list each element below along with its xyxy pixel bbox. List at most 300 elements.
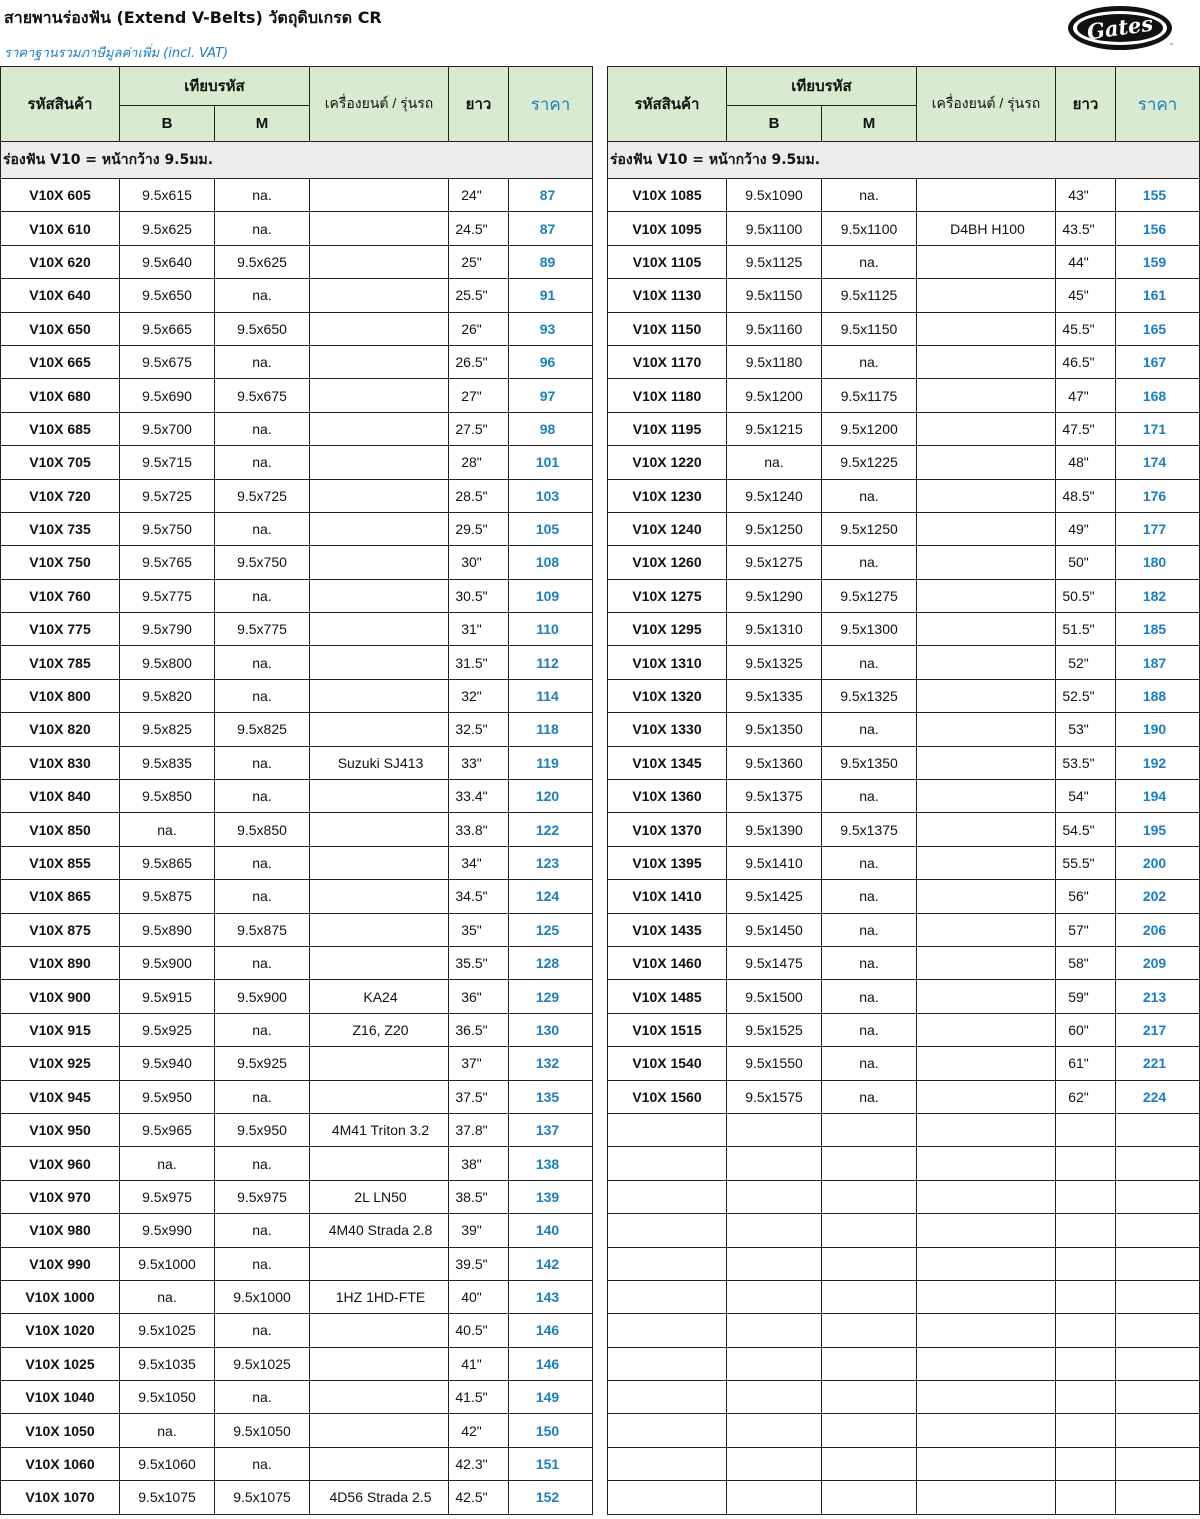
price-cell <box>1116 1113 1200 1146</box>
engine-model-cell <box>917 1047 1056 1080</box>
table-row <box>608 679 1200 712</box>
table-row <box>1 1314 593 1347</box>
compare-m-cell <box>822 1247 917 1280</box>
engine-model-cell <box>310 679 449 712</box>
table-row <box>1 1080 593 1113</box>
engine-model-cell <box>917 1147 1056 1180</box>
compare-b-cell: 9.5x850 <box>120 780 215 813</box>
table-row <box>608 245 1200 278</box>
compare-b-cell: 9.5x950 <box>120 1080 215 1113</box>
belt-length-cell <box>1056 1147 1116 1180</box>
engine-model-cell <box>917 1414 1056 1447</box>
price-cell: 155 <box>1116 179 1200 212</box>
product-code-cell: V10X 890 <box>1 946 120 979</box>
belt-length-cell: 40.5" <box>449 1314 509 1347</box>
product-code-cell: V10X 840 <box>1 780 120 813</box>
belt-length-cell: 31" <box>449 613 509 646</box>
compare-b-cell: 9.5x965 <box>120 1113 215 1146</box>
belt-length-cell <box>1056 1381 1116 1414</box>
empty-row <box>608 1314 1200 1347</box>
engine-model-cell <box>917 1214 1056 1247</box>
compare-b-cell: 9.5x1050 <box>120 1381 215 1414</box>
table-row <box>608 546 1200 579</box>
compare-m-cell: na. <box>215 1247 310 1280</box>
price-cell <box>1116 1447 1200 1480</box>
product-code-cell: V10X 1330 <box>608 713 727 746</box>
price-cell: 101 <box>509 446 593 479</box>
belt-length-cell: 52.5" <box>1056 679 1116 712</box>
compare-b-cell: 9.5x725 <box>120 479 215 512</box>
compare-m-cell <box>822 1280 917 1313</box>
price-cell: 143 <box>509 1280 593 1313</box>
product-code-cell: V10X 990 <box>1 1247 120 1280</box>
compare-b-cell: 9.5x825 <box>120 713 215 746</box>
compare-m-cell: na. <box>215 1013 310 1046</box>
compare-m-cell: 9.5x725 <box>215 479 310 512</box>
compare-b-cell: 9.5x615 <box>120 179 215 212</box>
compare-b-cell: 9.5x700 <box>120 412 215 445</box>
compare-b-cell: 9.5x1550 <box>727 1047 822 1080</box>
belt-length-cell: 35.5" <box>449 946 509 979</box>
belt-length-cell: 36.5" <box>449 1013 509 1046</box>
compare-b-cell: 9.5x690 <box>120 379 215 412</box>
compare-b-cell <box>727 1481 822 1514</box>
compare-b-cell <box>727 1414 822 1447</box>
belt-length-cell: 37.8" <box>449 1113 509 1146</box>
compare-m-cell: na. <box>215 1214 310 1247</box>
price-cell <box>1116 1314 1200 1347</box>
compare-b-cell: 9.5x1475 <box>727 946 822 979</box>
product-code-cell: V10X 800 <box>1 679 120 712</box>
price-cell: 105 <box>509 512 593 545</box>
table-row <box>1 1113 593 1146</box>
belt-length-cell <box>1056 1314 1116 1347</box>
compare-m-cell: 9.5x675 <box>215 379 310 412</box>
compare-b-cell <box>727 1314 822 1347</box>
compare-b-cell: 9.5x1090 <box>727 179 822 212</box>
product-code-cell: V10X 665 <box>1 345 120 378</box>
product-code-cell: V10X 1485 <box>608 980 727 1013</box>
table-row <box>1 646 593 679</box>
product-code-cell: V10X 1435 <box>608 913 727 946</box>
engine-model-cell <box>917 479 1056 512</box>
price-cell: 182 <box>1116 579 1200 612</box>
engine-model-cell <box>310 546 449 579</box>
compare-b-cell: 9.5x1150 <box>727 279 822 312</box>
col-price-header: ราคา <box>509 67 593 142</box>
table-row <box>608 913 1200 946</box>
compare-m-cell: na. <box>215 579 310 612</box>
compare-b-cell: na. <box>120 1414 215 1447</box>
col-price-header: ราคา <box>1116 67 1200 142</box>
price-cell: 87 <box>509 179 593 212</box>
compare-b-cell: 9.5x1000 <box>120 1247 215 1280</box>
belt-length-cell: 41.5" <box>449 1381 509 1414</box>
compare-b-cell <box>727 1381 822 1414</box>
belt-length-cell: 52" <box>1056 646 1116 679</box>
engine-model-cell <box>917 1447 1056 1480</box>
engine-model-cell <box>310 345 449 378</box>
product-code-cell: V10X 1220 <box>608 446 727 479</box>
empty-row <box>608 1180 1200 1213</box>
compare-m-cell: 9.5x825 <box>215 713 310 746</box>
table-row <box>608 980 1200 1013</box>
product-code-cell: V10X 640 <box>1 279 120 312</box>
price-cell: 194 <box>1116 780 1200 813</box>
price-cell <box>1116 1247 1200 1280</box>
table-row <box>1 1481 593 1514</box>
table-row <box>1 1280 593 1313</box>
belt-length-cell: 33" <box>449 746 509 779</box>
engine-model-cell <box>917 446 1056 479</box>
compare-b-cell: 9.5x1275 <box>727 546 822 579</box>
price-cell: 156 <box>1116 212 1200 245</box>
table-row <box>608 946 1200 979</box>
price-cell: 109 <box>509 579 593 612</box>
compare-b-cell: 9.5x1575 <box>727 1080 822 1113</box>
table-row <box>1 1247 593 1280</box>
product-code-cell: V10X 1150 <box>608 312 727 345</box>
product-code-cell: V10X 1105 <box>608 245 727 278</box>
table-row <box>608 1080 1200 1113</box>
table-row <box>1 1147 593 1180</box>
compare-m-cell: na. <box>215 446 310 479</box>
product-code-cell: V10X 735 <box>1 512 120 545</box>
price-cell: 176 <box>1116 479 1200 512</box>
price-cell: 149 <box>509 1381 593 1414</box>
compare-m-cell: na. <box>822 946 917 979</box>
price-cell: 195 <box>1116 813 1200 846</box>
belt-length-cell: 30.5" <box>449 579 509 612</box>
compare-b-cell: 9.5x1125 <box>727 245 822 278</box>
price-cell: 185 <box>1116 613 1200 646</box>
compare-b-cell: 9.5x1290 <box>727 579 822 612</box>
compare-b-cell: 9.5x1200 <box>727 379 822 412</box>
belt-length-cell: 26.5" <box>449 345 509 378</box>
price-cell: 114 <box>509 679 593 712</box>
price-cell: 128 <box>509 946 593 979</box>
product-code-cell <box>608 1347 727 1380</box>
product-code-cell: V10X 1560 <box>608 1080 727 1113</box>
table-row <box>1 1347 593 1380</box>
price-cell: 129 <box>509 980 593 1013</box>
section-label: ร่องฟัน V10 = หน้ากว้าง 9.5มม. <box>608 142 1200 179</box>
table-row <box>608 780 1200 813</box>
compare-m-cell: 9.5x1375 <box>822 813 917 846</box>
engine-model-cell: KA24 <box>310 980 449 1013</box>
belt-length-cell: 24.5" <box>449 212 509 245</box>
compare-m-cell: na. <box>215 279 310 312</box>
compare-b-cell <box>727 1447 822 1480</box>
compare-b-cell: 9.5x835 <box>120 746 215 779</box>
engine-model-cell <box>917 613 1056 646</box>
engine-model-cell <box>310 579 449 612</box>
price-cell: 137 <box>509 1113 593 1146</box>
engine-model-cell <box>310 1314 449 1347</box>
compare-b-cell: 9.5x1025 <box>120 1314 215 1347</box>
col-b-header: B <box>120 106 215 142</box>
compare-b-cell: 9.5x890 <box>120 913 215 946</box>
belt-length-cell <box>1056 1180 1116 1213</box>
engine-model-cell <box>310 1447 449 1480</box>
empty-row <box>608 1214 1200 1247</box>
compare-m-cell: 9.5x1050 <box>215 1414 310 1447</box>
compare-m-cell: 9.5x900 <box>215 980 310 1013</box>
compare-m-cell: na. <box>822 846 917 879</box>
compare-m-cell: 9.5x1250 <box>822 512 917 545</box>
product-code-cell: V10X 720 <box>1 479 120 512</box>
product-code-cell: V10X 1025 <box>1 1347 120 1380</box>
compare-m-cell <box>822 1347 917 1380</box>
engine-model-cell <box>310 412 449 445</box>
engine-model-cell <box>917 746 1056 779</box>
compare-m-cell: na. <box>215 746 310 779</box>
compare-b-cell: 9.5x1375 <box>727 780 822 813</box>
product-code-cell: V10X 1000 <box>1 1280 120 1313</box>
belt-length-cell: 39.5" <box>449 1247 509 1280</box>
product-code-cell: V10X 875 <box>1 913 120 946</box>
compare-m-cell: na. <box>822 646 917 679</box>
table-row <box>608 379 1200 412</box>
price-cell: 87 <box>509 212 593 245</box>
compare-b-cell: 9.5x925 <box>120 1013 215 1046</box>
engine-model-cell <box>310 446 449 479</box>
table-row <box>608 880 1200 913</box>
belt-length-cell: 60" <box>1056 1013 1116 1046</box>
compare-b-cell: 9.5x940 <box>120 1047 215 1080</box>
compare-b-cell: 9.5x665 <box>120 312 215 345</box>
compare-m-cell: 9.5x875 <box>215 913 310 946</box>
engine-model-cell <box>310 1147 449 1180</box>
engine-model-cell: Z16, Z20 <box>310 1013 449 1046</box>
compare-b-cell: 9.5x1310 <box>727 613 822 646</box>
col-length-header: ยาว <box>1056 67 1116 142</box>
belt-length-cell: 53" <box>1056 713 1116 746</box>
product-code-cell: V10X 1240 <box>608 512 727 545</box>
compare-b-cell <box>727 1147 822 1180</box>
table-row <box>1 813 593 846</box>
compare-b-cell <box>727 1347 822 1380</box>
table-row <box>608 345 1200 378</box>
compare-b-cell: 9.5x715 <box>120 446 215 479</box>
table-row <box>1 1447 593 1480</box>
table-row <box>1 245 593 278</box>
belt-length-cell <box>1056 1347 1116 1380</box>
price-cell: 202 <box>1116 880 1200 913</box>
product-code-cell: V10X 945 <box>1 1080 120 1113</box>
engine-model-cell <box>310 1047 449 1080</box>
engine-model-cell <box>917 279 1056 312</box>
compare-m-cell <box>822 1314 917 1347</box>
product-code-cell: V10X 1020 <box>1 1314 120 1347</box>
compare-b-cell: 9.5x1075 <box>120 1481 215 1514</box>
engine-model-cell <box>917 846 1056 879</box>
price-cell: 146 <box>509 1347 593 1380</box>
table-row <box>608 813 1200 846</box>
compare-m-cell: 9.5x1150 <box>822 312 917 345</box>
compare-m-cell <box>822 1214 917 1247</box>
col-code-header: รหัสสินค้า <box>608 67 727 142</box>
product-code-cell: V10X 1345 <box>608 746 727 779</box>
engine-model-cell: 1HZ 1HD-FTE <box>310 1280 449 1313</box>
table-row <box>1 913 593 946</box>
belt-length-cell: 58" <box>1056 946 1116 979</box>
belt-length-cell: 45" <box>1056 279 1116 312</box>
table-row <box>608 613 1200 646</box>
compare-m-cell: na. <box>215 1381 310 1414</box>
belt-length-cell: 24" <box>449 179 509 212</box>
belt-length-cell: 44" <box>1056 245 1116 278</box>
engine-model-cell <box>310 212 449 245</box>
engine-model-cell: 4D56 Strada 2.5 <box>310 1481 449 1514</box>
compare-m-cell: na. <box>215 345 310 378</box>
table-row <box>608 446 1200 479</box>
compare-m-cell <box>822 1180 917 1213</box>
belt-length-cell: 41" <box>449 1347 509 1380</box>
product-code-cell: V10X 1195 <box>608 412 727 445</box>
table-row <box>1 412 593 445</box>
compare-b-cell: 9.5x750 <box>120 512 215 545</box>
price-cell: 165 <box>1116 312 1200 345</box>
empty-row <box>608 1280 1200 1313</box>
table-row <box>1 512 593 545</box>
compare-b-cell: 9.5x820 <box>120 679 215 712</box>
engine-model-cell <box>310 279 449 312</box>
compare-b-cell: na. <box>120 1147 215 1180</box>
table-row <box>608 312 1200 345</box>
price-cell: 110 <box>509 613 593 646</box>
compare-m-cell: na. <box>822 1047 917 1080</box>
price-cell: 217 <box>1116 1013 1200 1046</box>
product-code-cell: V10X 850 <box>1 813 120 846</box>
compare-b-cell: 9.5x1215 <box>727 412 822 445</box>
table-row <box>1 279 593 312</box>
compare-b-cell: 9.5x675 <box>120 345 215 378</box>
belt-length-cell: 37" <box>449 1047 509 1080</box>
product-code-cell: V10X 1360 <box>608 780 727 813</box>
engine-model-cell <box>310 880 449 913</box>
engine-model-cell <box>310 813 449 846</box>
product-code-cell: V10X 980 <box>1 1214 120 1247</box>
table-row <box>608 479 1200 512</box>
belt-length-cell: 47" <box>1056 379 1116 412</box>
price-cell: 125 <box>509 913 593 946</box>
compare-m-cell: 9.5x775 <box>215 613 310 646</box>
price-cell: 177 <box>1116 512 1200 545</box>
compare-b-cell <box>727 1214 822 1247</box>
price-cell <box>1116 1280 1200 1313</box>
price-cell: 119 <box>509 746 593 779</box>
engine-model-cell <box>310 846 449 879</box>
engine-model-cell <box>310 512 449 545</box>
engine-model-cell <box>917 579 1056 612</box>
compare-m-cell: 9.5x1125 <box>822 279 917 312</box>
table-row <box>608 279 1200 312</box>
compare-b-cell: 9.5x1390 <box>727 813 822 846</box>
compare-b-cell: 9.5x1410 <box>727 846 822 879</box>
col-m-header: M <box>215 106 310 142</box>
compare-m-cell: 9.5x750 <box>215 546 310 579</box>
product-code-cell: V10X 950 <box>1 1113 120 1146</box>
engine-model-cell <box>917 1314 1056 1347</box>
gates-logo <box>1066 3 1174 53</box>
product-code-cell: V10X 1095 <box>608 212 727 245</box>
table-row <box>1 613 593 646</box>
section-label: ร่องฟัน V10 = หน้ากว้าง 9.5มม. <box>1 142 593 179</box>
engine-model-cell <box>917 245 1056 278</box>
engine-model-cell <box>917 679 1056 712</box>
engine-model-cell <box>310 1414 449 1447</box>
engine-model-cell <box>917 1481 1056 1514</box>
price-cell: 123 <box>509 846 593 879</box>
product-code-cell: V10X 1540 <box>608 1047 727 1080</box>
table-row <box>1 379 593 412</box>
compare-b-cell: 9.5x915 <box>120 980 215 1013</box>
price-cell: 192 <box>1116 746 1200 779</box>
product-code-cell: V10X 970 <box>1 1180 120 1213</box>
table-row <box>1 946 593 979</box>
empty-row <box>608 1147 1200 1180</box>
table-row <box>1 1381 593 1414</box>
price-cell: 151 <box>509 1447 593 1480</box>
belt-length-cell: 56" <box>1056 880 1116 913</box>
engine-model-cell <box>917 1347 1056 1380</box>
empty-row <box>608 1481 1200 1514</box>
empty-row <box>608 1347 1200 1380</box>
compare-m-cell: 9.5x1200 <box>822 412 917 445</box>
product-code-cell: V10X 680 <box>1 379 120 412</box>
price-cell: 159 <box>1116 245 1200 278</box>
compare-m-cell: 9.5x650 <box>215 312 310 345</box>
compare-b-cell: 9.5x990 <box>120 1214 215 1247</box>
product-code-cell: V10X 1260 <box>608 546 727 579</box>
price-table-left <box>0 66 593 1515</box>
engine-model-cell <box>917 345 1056 378</box>
compare-b-cell: 9.5x765 <box>120 546 215 579</box>
engine-model-cell <box>917 713 1056 746</box>
price-cell: 209 <box>1116 946 1200 979</box>
compare-m-cell: na. <box>215 512 310 545</box>
price-cell: 161 <box>1116 279 1200 312</box>
table-row <box>1 1180 593 1213</box>
col-compare-header: เทียบรหัส <box>727 67 917 106</box>
product-code-cell: V10X 760 <box>1 579 120 612</box>
engine-model-cell <box>310 1381 449 1414</box>
empty-row <box>608 1447 1200 1480</box>
engine-model-cell <box>310 479 449 512</box>
product-code-cell <box>608 1147 727 1180</box>
price-cell: 122 <box>509 813 593 846</box>
engine-model-cell <box>917 1080 1056 1113</box>
belt-length-cell <box>1056 1280 1116 1313</box>
price-cell: 174 <box>1116 446 1200 479</box>
compare-m-cell: na. <box>822 245 917 278</box>
price-cell: 200 <box>1116 846 1200 879</box>
product-code-cell: V10X 915 <box>1 1013 120 1046</box>
product-code-cell: V10X 820 <box>1 713 120 746</box>
compare-m-cell: 9.5x1025 <box>215 1347 310 1380</box>
compare-b-cell: 9.5x1325 <box>727 646 822 679</box>
price-cell: 97 <box>509 379 593 412</box>
price-cell: 124 <box>509 880 593 913</box>
belt-length-cell: 31.5" <box>449 646 509 679</box>
price-cell <box>1116 1381 1200 1414</box>
belt-length-cell <box>1056 1247 1116 1280</box>
engine-model-cell: 4M40 Strada 2.8 <box>310 1214 449 1247</box>
product-code-cell: V10X 960 <box>1 1147 120 1180</box>
table-row <box>1 846 593 879</box>
product-code-cell: V10X 1460 <box>608 946 727 979</box>
